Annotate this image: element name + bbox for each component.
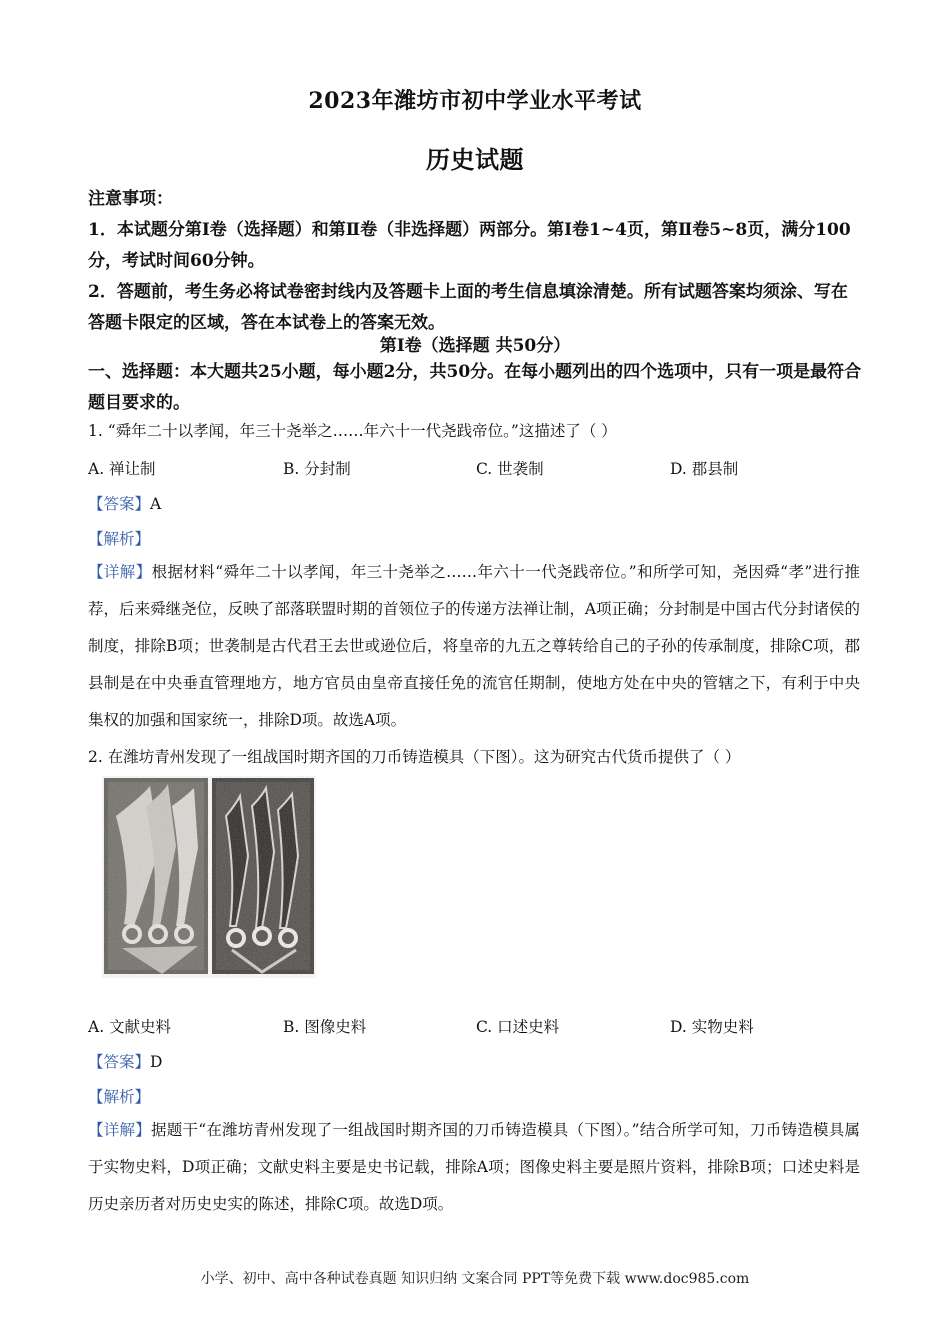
q1-option-c: C. 世袭制 <box>476 460 544 478</box>
section-instruction: 一、选择题：本大题共25小题，每小题2分，共50分。在每小题列出的四个选项中，只有一项是最符合题目要求的。 <box>88 362 862 413</box>
question-2-stem: 2. 在潍坊青州发现了一组战国时期齐国的刀币铸造模具（下图）。这为研究古代货币提供了（ ） <box>88 748 741 766</box>
q2-answer <box>88 1050 162 1072</box>
exam-subject-title: 历史试题 <box>426 145 524 174</box>
notes-item-1: 1．本试题分第Ⅰ卷（选择题）和第Ⅱ卷（非选择题）两部分。第Ⅰ卷1~4页，第Ⅱ卷5~8页，满分100分，考试时间60分钟。 <box>88 220 851 271</box>
q2-analysis-tag: 【解析】 <box>88 1088 151 1106</box>
answer-value: A <box>150 495 162 513</box>
q2-option-b: B. 图像史料 <box>283 1018 367 1036</box>
q1-option-a: A. 禅让制 <box>88 460 156 478</box>
answer-value: D <box>150 1053 163 1071</box>
q2-option-c: C. 口述史料 <box>476 1018 560 1036</box>
question-1-options <box>88 457 868 487</box>
notes-heading: 注意事项： <box>88 189 173 209</box>
section-title: 第Ⅰ卷（选择题 共50分） <box>379 336 571 356</box>
q1-option-b: B. 分封制 <box>283 460 351 478</box>
q1-answer <box>88 492 161 514</box>
knife-coin-mold-image <box>102 776 316 978</box>
q1-detail <box>88 554 860 739</box>
q2-option-a: A. 文献史料 <box>88 1018 172 1036</box>
q2-detail <box>88 1112 860 1223</box>
q1-analysis-tag: 【解析】 <box>88 530 151 548</box>
detail-tag: 【详解】 <box>88 563 152 581</box>
notes-item-2: 2．答题前，考生务必将试卷密封线内及答题卡上面的考生信息填涂清楚。所有试题答案均须涂、写在答题卡限定的区域，答在本试卷上的答案无效。 <box>88 282 848 333</box>
question-1-stem: 1. “舜年二十以孝闻，年三十尧举之……年六十一代尧践帝位。”这描述了（ ） <box>88 422 617 440</box>
answer-tag: 【答案】 <box>88 1053 151 1071</box>
detail-text: 根据材料“舜年二十以孝闻，年三十尧举之……年六十一代尧践帝位。”和所学可知，尧因舜“孝”进行推荐，后来舜继尧位，反映了部落联盟时期的首领位子的传递方法禅让制，A项正确；分封制是中国古代分封诸侯的制度，排除B项；世袭制是古代君王去世或逊位后，将皇帝的九五之尊转给自己的子孙的传承制度，排除C项，郡县制是在中央垂直管理地方，地方官员由皇帝直接任免的流官任期制，使地方处在中央的管辖之下，有利于中央集权的加强和国家统一，排除D项。故选A项。 <box>88 563 860 729</box>
q1-option-d: D. 郡县制 <box>670 460 739 478</box>
q2-option-d: D. 实物史料 <box>670 1018 754 1036</box>
question-2-options <box>88 1015 868 1045</box>
detail-text: 据题干“在潍坊青州发现了一组战国时期齐国的刀币铸造模具（下图）。”结合所学可知，刀币铸造模具属于实物史料，D项正确；文献史料主要是史书记载，排除A项；图像史料主要是照片资料，排除B项；口述史料是历史亲历者对历史史实的陈述，排除C项。故选D项。 <box>88 1121 860 1213</box>
page-footer: 小学、初中、高中各种试卷真题 知识归纳 文案合同 PPT等免费下载 www.doc985.com <box>200 1271 750 1287</box>
exam-title: 2023年潍坊市初中学业水平考试 <box>308 88 642 114</box>
detail-tag: 【详解】 <box>88 1121 151 1139</box>
answer-tag: 【答案】 <box>88 495 151 513</box>
